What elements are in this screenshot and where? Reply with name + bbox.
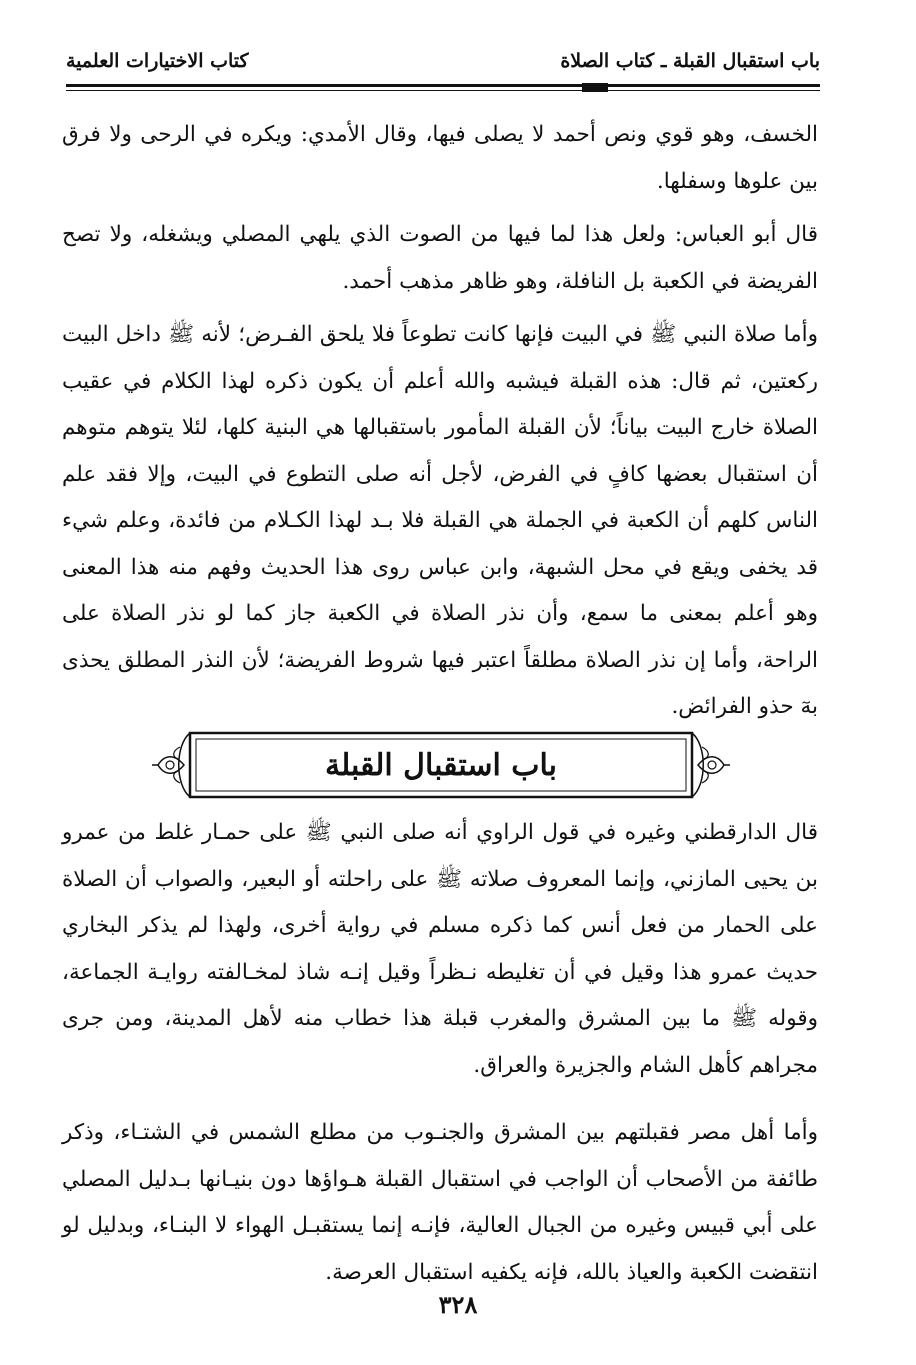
paragraph-3: وأما صلاة النبي ﷺ في البيت فإنها كانت تطوعاً فلا يلحق الفـرض؛ لأنه ﷺ داخل البيت ركعتين، ثم قال: هذه القبلة فيشبه والله أعلم أن يكون ذكره لهذا الكلام في عقيب الصلاة خارج البيت بياناً؛ لأن القبلة المأمور باستقبالها هي البنية كلها، لئلا يتوهم متوهم أن استقبال بعضها كافٍ في الفرض، لأجل أنه صلى التطوع في البيت، وإلا فقد علم الناس كلهم أن الكعبة في الجملة هي القبلة فلا بـد لهذا الكـلام من فائدة، وعلم شيء قد يخفى ويقع في محل الشبهة، وابن عباس روى هذا الحديث وفهم منه هذا المعنى وهو أعلم بمعنى ما سمع، وأن نذر الصلاة في الكعبة جاز كما لو نذر الصلاة على الراحة، وأما إن نذر الصلاة مطلقاً اعتبر فيها شروط الفريضة؛ لأن النذر المطلق يحذى بهٓ حذو الفرائض.	[62, 322, 818, 719]
chapter-title: باب استقبال القبلة ـ كتاب الصلاة	[560, 50, 820, 72]
paragraph-5: وأما أهل مصر فقبلتهم بين المشرق والجنـوب من مطلع الشمس في الشتـاء، وذكر طائفة من الأصحاب أن الواجب في استقبال القبلة هـواؤها دون بنيـانها بـدليل المصلي على أبي قبيس وغيره من الجبال العالية، فإنـه إنما يستقبـل الهواء لا البنـاء، وبدليل لو انتقضت الكعبة والعياذ بالله، فإنه يكفيه استقبال العرصة.	[62, 1120, 818, 1285]
header-rule-thick	[66, 84, 820, 87]
paragraph-4: قال الدارقطني وغيره في قول الراوي أنه صلى النبي ﷺ على حمـار غلط من عمرو بن يحيى المازني، وإنما المعروف صلاته ﷺ على راحلته أو البعير، والصواب أن الصلاة على الحمار من فعل أنس كما ذكره مسلم في رواية أخرى، ولهذا لم يذكر البخاري حديث عمرو هذا وقيل في أن تغليطه نـظراً وقيل إنـه شاذ لمخـالفته روايـة الجماعة، وقوله ﷺ ما بين المشرق والمغرب قبلة هذا خطاب منه لأهل المدينة، ومن جرى مجراهم كأهل الشام والجزيرة والعراق.	[62, 820, 818, 1078]
header-rule-ornament	[582, 83, 608, 92]
section-title-frame	[150, 725, 732, 805]
paragraph-2: قال أبو العباس: ولعل هذا لما فيها من الصوت الذي يلهي المصلي ويشغله، ولا تصح الفريضة في الكعبة بل النافلة، وهو ظاهر مذهب أحمد.	[62, 222, 818, 294]
header-rule-thin	[66, 90, 820, 91]
section-title: باب استقبال القبلة	[324, 747, 558, 783]
paragraph-1: الخسف، وهو قوي ونص أحمد لا يصلى فيها، وقال الأمدي: ويكره في الرحى ولا فرق بين علوها وسفلها.	[62, 122, 818, 194]
page-number: ٣٢٨	[438, 1290, 478, 1319]
book-title: كتاب الاختيارات العلمية	[66, 50, 249, 72]
running-header	[66, 42, 820, 82]
